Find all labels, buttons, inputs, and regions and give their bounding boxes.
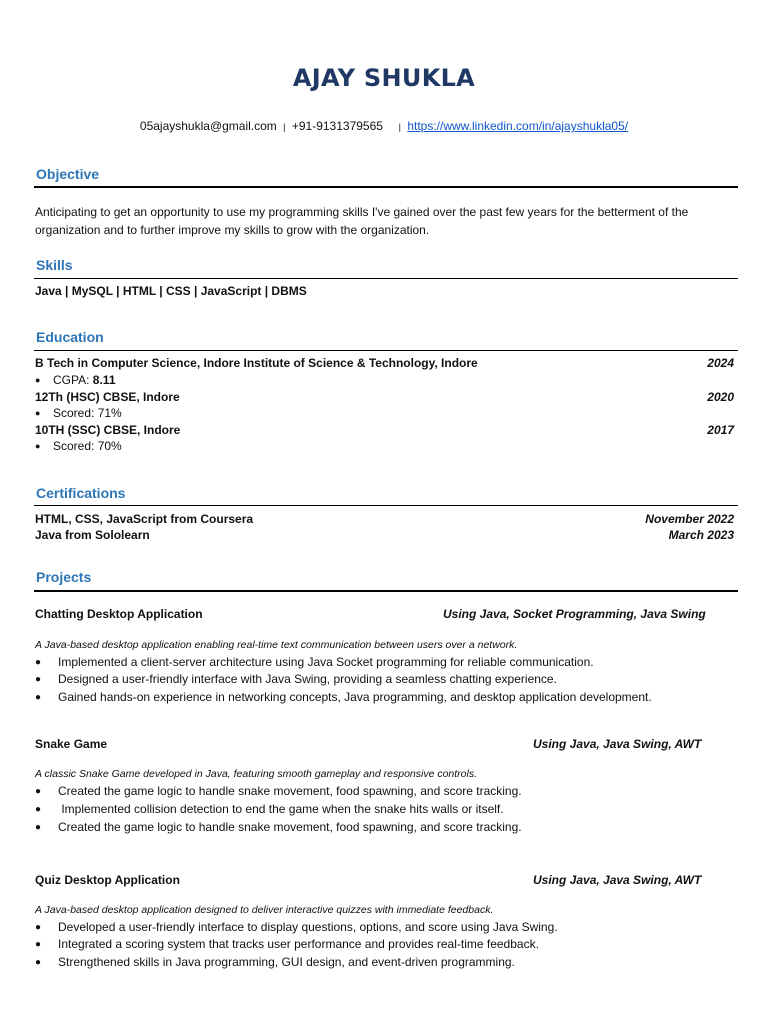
section-divider (34, 505, 738, 506)
bullet-icon: ● (35, 375, 41, 385)
certification-date: March 2023 (668, 528, 734, 542)
project-title: Quiz Desktop Application (35, 873, 180, 887)
project-title: Snake Game (35, 737, 108, 751)
education-entry-year: 2017 (707, 423, 734, 437)
bullet-icon: ● (35, 922, 42, 933)
education-heading: Education (36, 329, 104, 345)
section-divider (34, 350, 738, 351)
objective-line: organization and to further improve my skills to grow with the organization. (35, 222, 430, 237)
bullet-icon: ● (35, 822, 42, 833)
project-bullet: ● Implemented a client-server architecture using Java Socket programming for reliable communication. (35, 655, 594, 669)
bullet-icon: ● (35, 408, 41, 418)
project-tech: Using Java, Java Swing, AWT (533, 873, 702, 887)
project-bullet: ● Implemented collision detection to end the game when the snake hits walls or itself. (35, 802, 504, 816)
certification-date: November 2022 (645, 512, 734, 526)
bullet-icon: ● (35, 939, 42, 950)
certification-title: Java from Sololearn (35, 528, 150, 542)
skills-heading: Skills (36, 257, 73, 273)
section-divider (34, 590, 738, 592)
project-bullet: ● Developed a user-friendly interface to display questions, options, and score using Java Swing. (35, 920, 558, 934)
objective-heading: Objective (36, 166, 100, 182)
linkedin-link[interactable]: https://www.linkedin.com/in/ajayshukla05/ (407, 119, 629, 133)
phone-text: +91-9131379565 (291, 119, 383, 133)
education-detail: ● Scored: 71% (35, 406, 122, 420)
contact-line (0, 119, 768, 133)
project-bullet: ● Designed a user-friendly interface with Java Swing, providing a seamless chatting experience. (35, 672, 557, 686)
bullet-icon: ● (35, 441, 41, 451)
email-text: 05ajayshukla@gmail.com (139, 119, 277, 133)
objective-line: Anticipating to get an opportunity to use my programming skills I've gained over the past few years for the betterment of the (35, 205, 689, 219)
project-bullet: ● Integrated a scoring system that tracks user performance and provides real-time feedback. (35, 937, 539, 951)
project-bullet: ● Created the game logic to handle snake movement, food spawning, and score tracking. (35, 784, 522, 798)
project-description: A Java-based desktop application designed to deliver interactive quizzes with immediate feedback. (35, 904, 494, 916)
contact-separator: | (398, 122, 401, 132)
project-bullet: ● Gained hands-on experience in networking concepts, Java programming, and desktop application development. (35, 690, 652, 704)
education-entry-title: 10TH (SSC) CBSE, Indore (35, 423, 181, 437)
skills-list: Java | MySQL | HTML | CSS | JavaScript | DBMS (35, 284, 307, 298)
bullet-icon: ● (35, 692, 42, 703)
project-bullet: ● Created the game logic to handle snake movement, food spawning, and score tracking. (35, 820, 522, 834)
project-tech: Using Java, Java Swing, AWT (533, 737, 702, 751)
education-detail: ● Scored: 70% (35, 439, 122, 453)
project-description: A Java-based desktop application enabling real-time text communication between users over a network. (35, 639, 518, 651)
project-bullet: ● Strengthened skills in Java programming, GUI design, and event-driven programming. (35, 955, 515, 969)
bullet-icon: ● (35, 957, 42, 968)
resume-name: AJAY SHUKLA (292, 64, 476, 92)
bullet-icon: ● (35, 804, 42, 815)
bullet-icon: ● (35, 786, 42, 797)
contact-separator: | (283, 122, 286, 132)
bullet-icon: ● (35, 674, 42, 685)
objective-text (35, 204, 735, 239)
projects-heading: Projects (36, 569, 92, 585)
education-entry-title: B Tech in Computer Science, Indore Institute of Science & Technology, Indore (35, 356, 478, 370)
project-title: Chatting Desktop Application (35, 607, 203, 621)
section-divider (34, 278, 738, 279)
certifications-heading: Certifications (36, 485, 126, 501)
project-description: A classic Snake Game developed in Java, featuring smooth gameplay and responsive controls. (35, 768, 478, 780)
section-divider (34, 186, 738, 188)
education-entry-year: 2020 (707, 390, 734, 404)
bullet-icon: ● (35, 657, 42, 668)
education-entry-year: 2024 (707, 356, 734, 370)
education-detail: ● CGPA: 8.11 (35, 373, 116, 387)
project-tech: Using Java, Socket Programming, Java Swing (443, 607, 706, 621)
certification-title: HTML, CSS, JavaScript from Coursera (35, 512, 254, 526)
education-entry-title: 12Th (HSC) CBSE, Indore (35, 390, 180, 404)
